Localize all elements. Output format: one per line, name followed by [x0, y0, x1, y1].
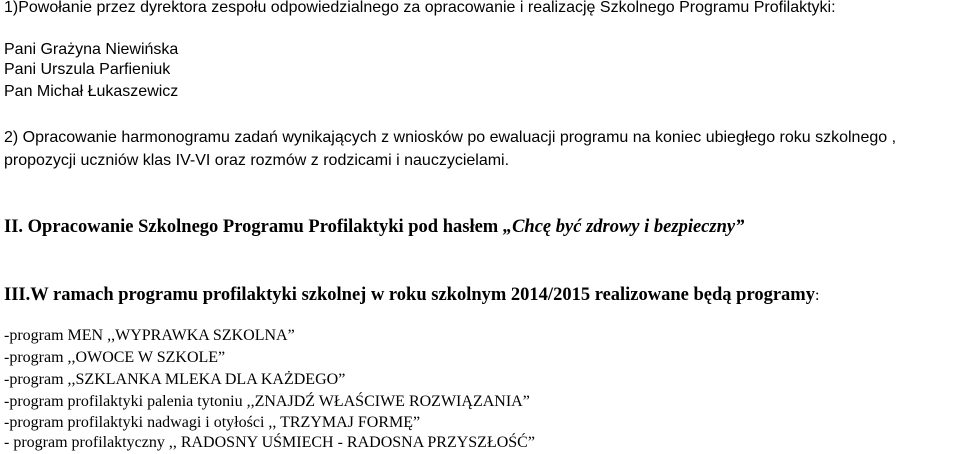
heading-3-suffix: :	[814, 287, 820, 304]
heading-3	[4, 283, 819, 308]
program-item: -program profilaktyki palenia tytoniu ,,ZNAJDŹ WŁAŚCIWE ROZWIĄZANIA”	[4, 393, 530, 410]
program-item: - program profilaktyczny ,, RADOSNY UŚMIECH - RADOSNA PRZYSZŁOŚĆ”	[4, 434, 535, 451]
team-member: Pani Grażyna Niewińska	[4, 41, 179, 58]
section1-heading: 1)Powołanie przez dyrektora zespołu odpowiedzialnego za opracowanie i realizację Szkolnego Programu Profilaktyki:	[4, 0, 836, 16]
heading-3-text: III.W ramach programu profilaktyki szkolnej w roku szkolnym 2014/2015 realizowane będą programy	[4, 285, 815, 305]
program-item: -program MEN ,,WYPRAWKA SZKOLNA”	[4, 327, 295, 344]
program-item: -program ,,SZKLANKA MLEKA DLA KAŻDEGO”	[4, 371, 346, 388]
section2-line-2: propozycji uczniów klas IV-VI oraz rozmów z rodzicami i nauczycielami.	[4, 152, 510, 169]
heading-2	[4, 215, 744, 239]
section2-line-1: 2) Opracowanie harmonogramu zadań wynikających z wniosków po ewaluacji programu na koniec ubiegłego roku szkolnego ,	[4, 129, 897, 146]
team-member: Pani Urszula Parfieniuk	[4, 61, 171, 78]
program-item: -program profilaktyki nadwagi i otyłości ,, TRZYMAJ FORMĘ”	[4, 414, 421, 431]
heading-2-prefix: II. Opracowanie Szkolnego Programu Profilaktyki pod hasłem	[4, 217, 503, 237]
program-item: -program ,,OWOCE W SZKOLE”	[4, 349, 226, 366]
heading-2-slogan: „Chcę być zdrowy i bezpieczny”	[502, 217, 745, 237]
team-member: Pan Michał Łukaszewicz	[4, 83, 179, 100]
